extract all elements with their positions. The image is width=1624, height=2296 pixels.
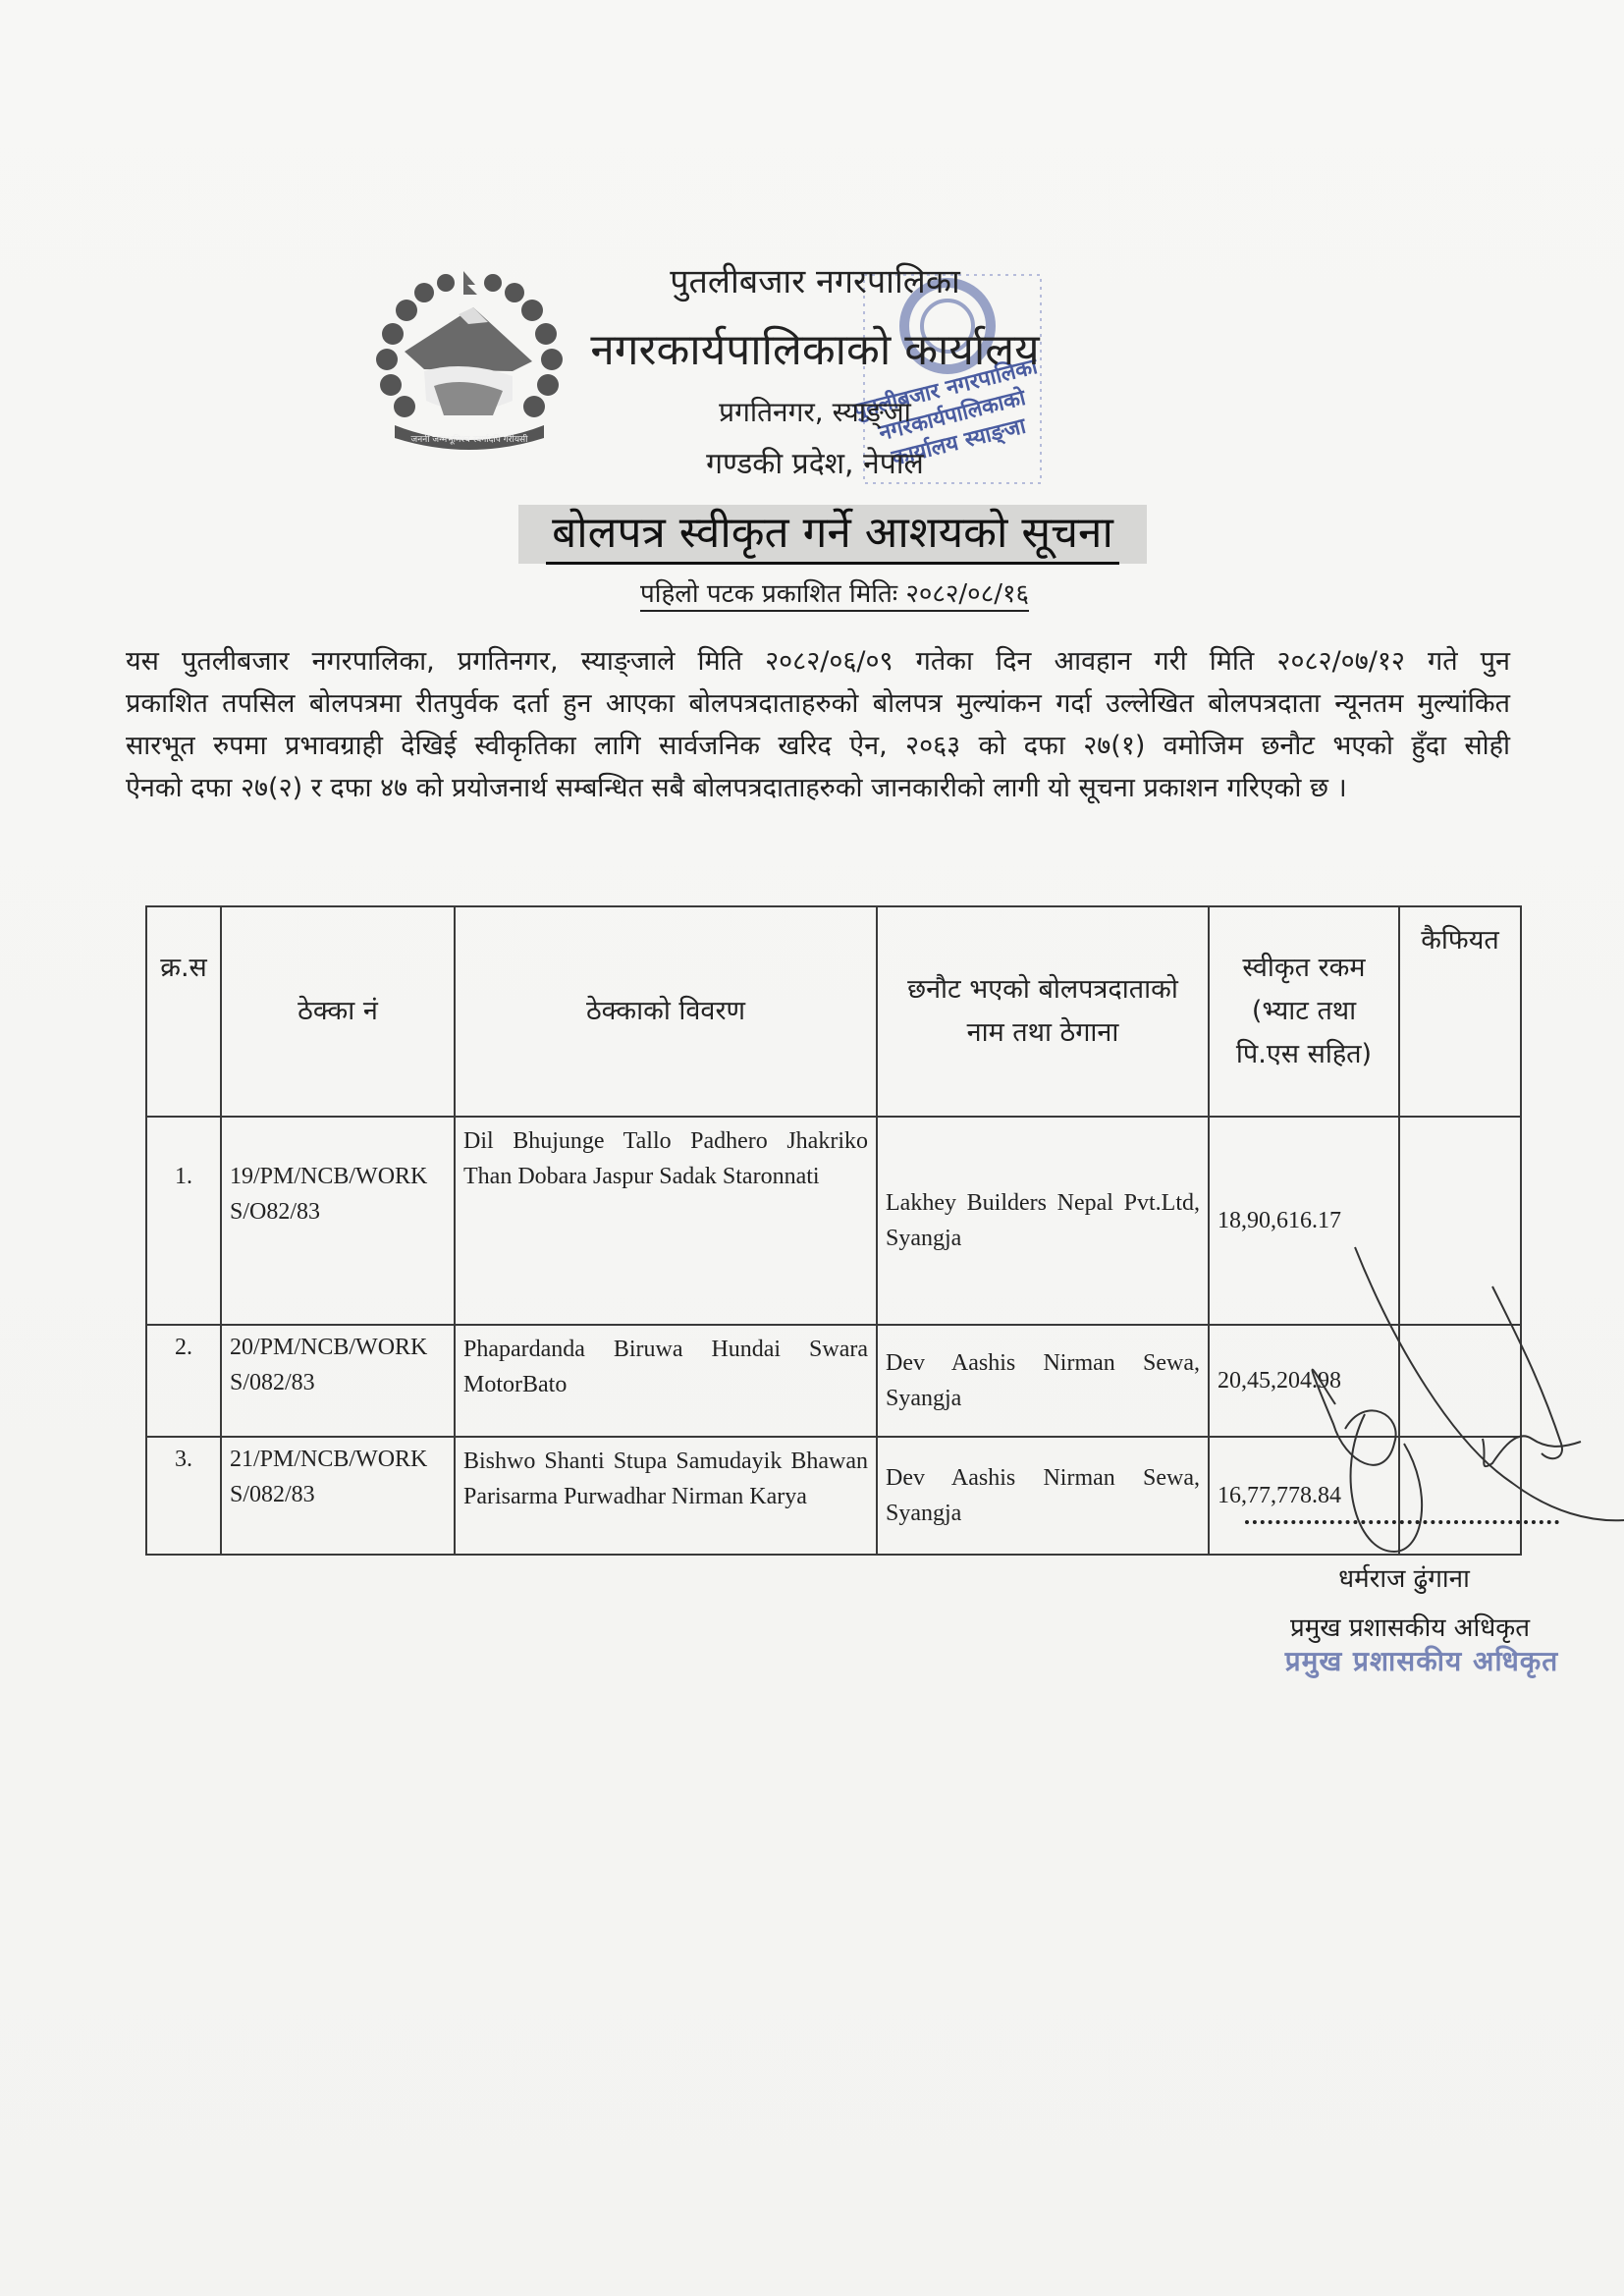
cell-bidder: Dev Aashis Nirman Sewa, Syangja	[877, 1325, 1209, 1437]
notice-title: बोलपत्र स्वीकृत गर्ने आशयको सूचना	[546, 505, 1119, 565]
province-country: गण्डकी प्रदेश, नेपाल	[706, 447, 924, 481]
header-description: ठेक्काको विवरण	[455, 906, 877, 1117]
notice-body	[126, 640, 1510, 809]
office-name: नगरकार्यपालिकाको कार्यालय	[590, 325, 1040, 375]
cell-contract-no: 20/PM/NCB/WORKS/082/83	[221, 1325, 455, 1437]
cell-sn: 3.	[146, 1437, 221, 1555]
signature-line	[1245, 1520, 1559, 1524]
header-amount-line: (भ्याट तथा	[1251, 996, 1357, 1026]
cell-description: Bishwo Shanti Stupa Samudayik Bhawan Parisarma Purwadhar Nirman Karya	[455, 1437, 877, 1555]
office-stamp-text: पुतलीबजार नगरपालिका नगरकार्यपालिकाको कार्यालय स्याङ्जा	[850, 355, 1041, 471]
body-line: ऐनको दफा २७(२) र दफा ४७ को प्रयोजनार्थ सम्बन्धित सबै बोलपत्रदाताहरुको जानकारीको लागी यो सूचना प्रकाशन गरिएको छ ।	[126, 773, 1347, 803]
cell-amount: 16,77,778.84	[1209, 1437, 1399, 1555]
header-bidder: छनौट भएको बोलपत्रदाताको नाम तथा ठेगाना	[877, 906, 1209, 1117]
header-amount	[1209, 906, 1399, 1117]
cell-amount: 20,45,204.98	[1209, 1325, 1399, 1437]
cell-contract-no: 19/PM/NCB/WORKS/O82/83	[221, 1117, 455, 1325]
header-amount-line: स्वीकृत रकम	[1242, 953, 1366, 983]
header-contract-no: ठेक्का नं	[221, 906, 455, 1117]
cell-description: Phapardanda Biruwa Hundai Swara MotorBato	[455, 1325, 877, 1437]
emblem-motto: जननी जन्मभूमिश्च स्वर्गादपि गरीयसी	[410, 435, 528, 445]
cell-contract-no: 21/PM/NCB/WORKS/082/83	[221, 1437, 455, 1555]
cell-sn: 2.	[146, 1325, 221, 1437]
handwritten-signature	[1276, 1228, 1624, 1601]
cell-description: Dil Bhujunge Tallo Padhero Jhakriko Than Dobara Jaspur Sadak Staronnati	[455, 1117, 877, 1325]
header-remarks: कैफियत	[1399, 906, 1521, 1117]
designation-stamp: प्रमुख प्रशासकीय अधिकृत	[1284, 1645, 1559, 1677]
first-published-date	[550, 574, 1119, 610]
header-sn: क्र.स	[146, 906, 221, 1117]
municipality-name: पुतलीबजार नगरपालिका	[670, 262, 960, 301]
signatory-title: प्रमुख प्रशासकीय अधिकृत	[1289, 1613, 1531, 1643]
cell-amount: 18,90,616.17	[1209, 1117, 1399, 1325]
body-line: सारभूत रुपमा प्रभावग्राही देखिई स्वीकृतिका लागि सार्वजनिक खरिद ऐन, २०६३ को दफा २७(१) वमोजिम छनौट भएको हुँदा सोही	[126, 731, 1510, 761]
notice-title-band	[518, 505, 1147, 564]
header-amount-line: पि.एस सहित)	[1235, 1039, 1373, 1069]
body-line: यस पुतलीबजार नगरपालिका, प्रगतिनगर, स्याङ्जाले मिति २०८२/०६/०९ गतेका दिन आवहान गरी मिति २०८२/०७/१२ गते पुन	[126, 646, 1510, 677]
cell-bidder: Dev Aashis Nirman Sewa, Syangja	[877, 1437, 1209, 1555]
cell-sn: 1.	[146, 1117, 221, 1325]
signatory-name: धर्मराज ढुंगाना	[1338, 1564, 1470, 1594]
office-location: प्रगतिनगर, स्याङ्जा	[719, 396, 911, 428]
cell-bidder: Lakhey Builders Nepal Pvt.Ltd, Syangja	[877, 1117, 1209, 1325]
table-header-row	[146, 906, 1521, 1117]
nepal-emblem-logo	[365, 253, 573, 462]
body-line: प्रकाशित तपसिल बोलपत्रमा रीतपुर्वक दर्ता हुन आएका बोलपत्रदाताहरुको बोलपत्र मुल्यांकन गर्दा उल्लेखित बोलपत्रदाता न्यूनतम मुल्यांकित	[126, 688, 1510, 719]
first-published-text: पहिलो पटक प्रकाशित मितिः २०८२/०८/१६	[640, 579, 1029, 612]
